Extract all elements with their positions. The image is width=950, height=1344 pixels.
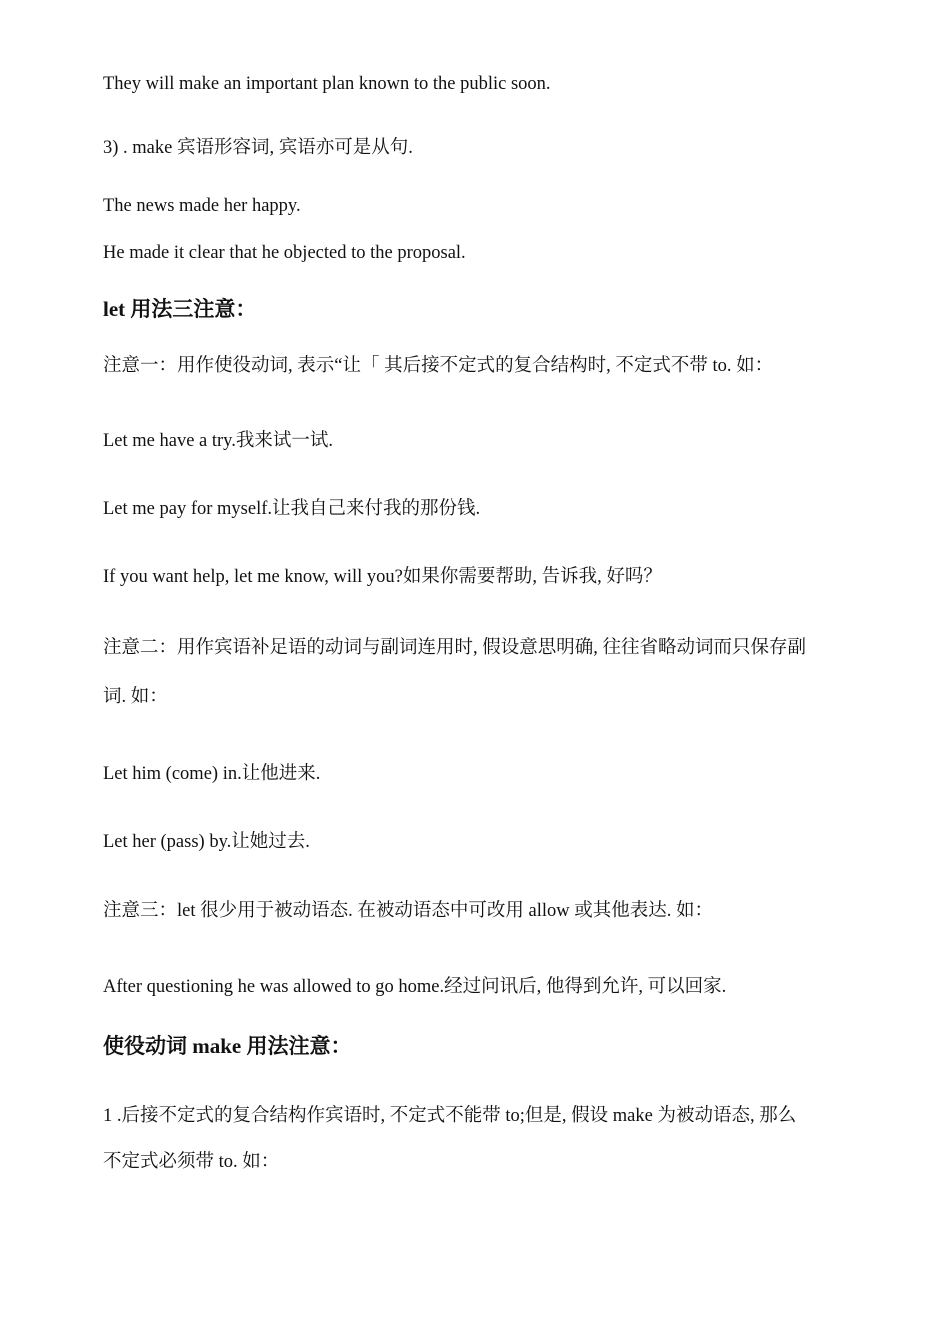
paragraph-example-news-happy: The news made her happy. [103,196,301,216]
section-heading-let: let 用法三注意： [103,297,257,321]
paragraph-rule-3: 3) . make 宾语形容词, 宾语亦可是从句. [103,138,413,158]
paragraph-example-make-known: They will make an important plan known to the public soon. [103,74,551,94]
paragraph-make-rule-1-cont: 不定式必须带 to. 如： [103,1152,280,1172]
paragraph-make-rule-1: 1 .后接不定式的复合结构作宾语时, 不定式不能带 to;但是, 假设 make 为被动语态, 那么 [103,1106,797,1126]
paragraph-note-2-cont: 词. 如： [103,687,168,707]
paragraph-note-3: 注意三：let 很少用于被动语态. 在被动语态中可改用 allow 或其他表达. 如： [103,901,713,921]
paragraph-example-made-clear: He made it clear that he objected to the proposal. [103,243,466,263]
paragraph-example-help: If you want help, let me know, will you?如果你需要帮助, 告诉我, 好吗？ [103,567,662,587]
section-heading-make: 使役动词 make 用法注意： [103,1034,352,1058]
paragraph-example-pass-by: Let her (pass) by.让她过去. [103,832,310,852]
paragraph-note-1: 注意一：用作使役动词, 表示“让「 其后接不定式的复合结构时, 不定式不带 to. 如： [103,356,774,376]
paragraph-note-2: 注意二：用作宾语补足语的动词与副词连用时, 假设意思明确, 往往省略动词而只保存副 [103,638,807,658]
paragraph-example-allowed: After questioning he was allowed to go home.经过问讯后, 他得到允许, 可以回家. [103,977,727,997]
paragraph-example-try: Let me have a try.我来试一试. [103,431,333,451]
paragraph-example-come-in: Let him (come) in.让他进来. [103,764,321,784]
paragraph-example-pay: Let me pay for myself.让我自己来付我的那份钱. [103,499,481,519]
